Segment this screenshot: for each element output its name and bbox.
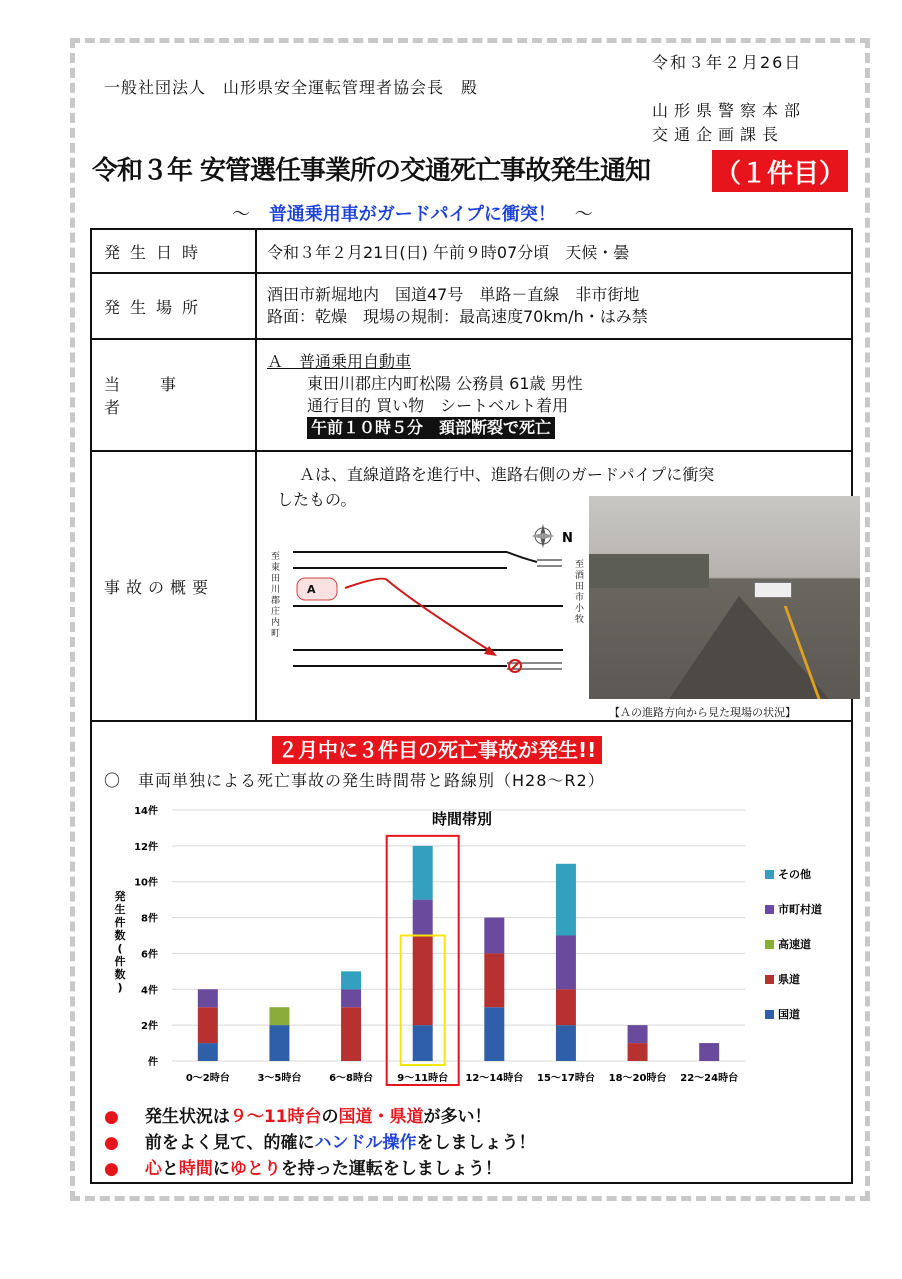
- bullet-mark: ●: [104, 1159, 119, 1179]
- legend-label: その他: [778, 868, 811, 881]
- accident-diagram: [267, 520, 587, 690]
- bar-segment: [413, 936, 433, 1026]
- legend-swatch: [765, 905, 774, 914]
- x-tick-label: 12～14時台: [465, 1073, 524, 1084]
- label-party: 当事者: [91, 339, 256, 451]
- subtitle-text: 普通乗用車がガードパイプに衝突！: [268, 204, 556, 225]
- bullet-1: ● 発生状況は９～11時台の国道・県道が多い！: [104, 1107, 492, 1127]
- legend-swatch: [765, 940, 774, 949]
- y-axis-label-char: 件: [114, 916, 126, 929]
- summary-line2: したもの。: [277, 490, 357, 509]
- bullet-2: ● 前をよく見て、的確にハンドル操作をしましょう！: [104, 1133, 536, 1153]
- value-date: 令和３年２月21日(日) 午前９時07分頃 天候・曇: [256, 229, 852, 273]
- legend-swatch: [765, 1010, 774, 1019]
- row-location: [91, 273, 852, 339]
- bullet-mark: ●: [104, 1133, 119, 1153]
- car-label: A: [307, 583, 316, 596]
- y-axis-label-char: (: [117, 942, 123, 955]
- y-axis-label-char: 発: [114, 890, 126, 903]
- party-purpose: 通行目的 買い物 シートベルト着用: [307, 396, 569, 415]
- legend-label: 国道: [778, 1008, 800, 1021]
- y-axis-label-char: 件: [114, 955, 126, 968]
- addressee: 一般社団法人 山形県安全運転管理者協会長 殿: [104, 78, 479, 97]
- subtitle-tilde-right: ～: [574, 204, 593, 225]
- x-tick-label: 6～8時台: [329, 1073, 374, 1084]
- bar-segment: [413, 900, 433, 936]
- label-location: 発生場所: [91, 273, 256, 339]
- bar-segment: [556, 864, 576, 936]
- row-date: [91, 229, 852, 273]
- bar-segment: [413, 846, 433, 900]
- chart-title: 時間帯別: [431, 810, 493, 828]
- legend-label: 県道: [778, 973, 800, 986]
- bar-segment: [628, 1025, 648, 1043]
- y-axis-label-char: 数: [114, 968, 126, 981]
- party-person: 東田川郡庄内町松陽 公務員 61歳 男性: [307, 374, 583, 393]
- sender-organization: 山形県警察本部: [652, 101, 807, 120]
- diagram-left-label: 至 東田川郡庄内町: [271, 552, 281, 639]
- y-tick-label: 6件: [141, 949, 158, 961]
- legend-swatch: [765, 870, 774, 879]
- bar-segment: [484, 953, 504, 1007]
- north-label: N: [562, 531, 573, 546]
- label-date: 発生日時: [91, 229, 256, 273]
- y-tick-label: 12件: [134, 841, 158, 853]
- bar-segment: [484, 1007, 504, 1061]
- bar-segment: [198, 989, 218, 1007]
- x-tick-label: 0～2時台: [185, 1073, 230, 1084]
- bar-segment: [556, 989, 576, 1025]
- alert-banner: ２月中に３件目の死亡事故が発生!!: [272, 736, 602, 764]
- party-vehicle: Ａ 普通乗用自動車: [267, 352, 412, 371]
- bar-segment: [341, 1007, 361, 1061]
- y-tick-label: 2件: [141, 1021, 158, 1033]
- chart-heading: 〇 車両単独による死亡事故の発生時間帯と路線別（H28～R2）: [104, 771, 605, 790]
- row-summary: [91, 451, 852, 721]
- time-route-chart: [100, 800, 840, 1095]
- bar-segment: [556, 1025, 576, 1061]
- subtitle-tilde-left: ～: [232, 204, 250, 225]
- bar-segment: [198, 1043, 218, 1061]
- bar-segment: [198, 1007, 218, 1043]
- sender-division: 交通企画課長: [652, 125, 785, 144]
- legend-label: 市町村道: [778, 903, 822, 916]
- photo-caption: 【Ａの進路方向から見た現場の状況】: [609, 706, 796, 719]
- title-badge: （１件目）: [712, 150, 848, 192]
- bar-segment: [269, 1007, 289, 1025]
- bar-segment: [413, 1025, 433, 1061]
- y-axis-label-char: ): [117, 981, 123, 994]
- bar-segment: [699, 1043, 719, 1061]
- y-tick-label: 4件: [141, 985, 158, 997]
- summary-line1: Ａは、直線道路を進行中、進路右側のガードパイプに衝突: [299, 465, 715, 484]
- x-tick-label: 9～11時台: [397, 1073, 449, 1084]
- x-tick-label: 22～24時台: [680, 1073, 739, 1084]
- label-summary: 事故の概要: [91, 451, 256, 721]
- location-line2: 路面：乾燥 現場の規制：最高速度70km/h・はみ禁: [267, 307, 648, 326]
- y-tick-label: 10件: [134, 877, 158, 889]
- bar-segment: [341, 989, 361, 1007]
- bar-segment: [484, 918, 504, 954]
- car-a-icon: [297, 578, 337, 600]
- page-title: 令和３年 安管選任事業所の交通死亡事故発生通知: [92, 156, 651, 186]
- site-photo: [589, 496, 860, 699]
- accident-info-table: [90, 228, 853, 722]
- document-date: 令和３年２月26日: [652, 53, 803, 72]
- compass-icon: [531, 524, 555, 548]
- subtitle: [232, 200, 593, 226]
- location-line1: 酒田市新堀地内 国道47号 単路－直線 非市街地: [267, 285, 640, 304]
- bullet-mark: ●: [104, 1107, 119, 1127]
- bar-segment: [269, 1025, 289, 1061]
- party-outcome: 午前１０時５分 頚部断裂で死亡: [307, 417, 555, 439]
- y-tick-label: 件: [148, 1057, 158, 1068]
- bar-segment: [628, 1043, 648, 1061]
- y-tick-label: 8件: [141, 913, 158, 925]
- bullet-3: ● 心と時間にゆとりを持った運転をしましょう！: [104, 1159, 502, 1179]
- diagram-right-label: 至 酒田市小牧: [575, 560, 585, 625]
- x-tick-label: 15～17時台: [537, 1073, 595, 1084]
- legend-swatch: [765, 975, 774, 984]
- legend-label: 高速道: [778, 938, 811, 951]
- x-tick-label: 18～20時台: [608, 1073, 667, 1084]
- bar-segment: [556, 936, 576, 990]
- row-party: [91, 339, 852, 451]
- y-axis-label-char: 生: [114, 903, 126, 916]
- y-axis-label-char: 数: [114, 929, 126, 942]
- y-tick-label: 14件: [134, 806, 158, 817]
- x-tick-label: 3～5時台: [257, 1073, 302, 1084]
- bar-segment: [341, 971, 361, 989]
